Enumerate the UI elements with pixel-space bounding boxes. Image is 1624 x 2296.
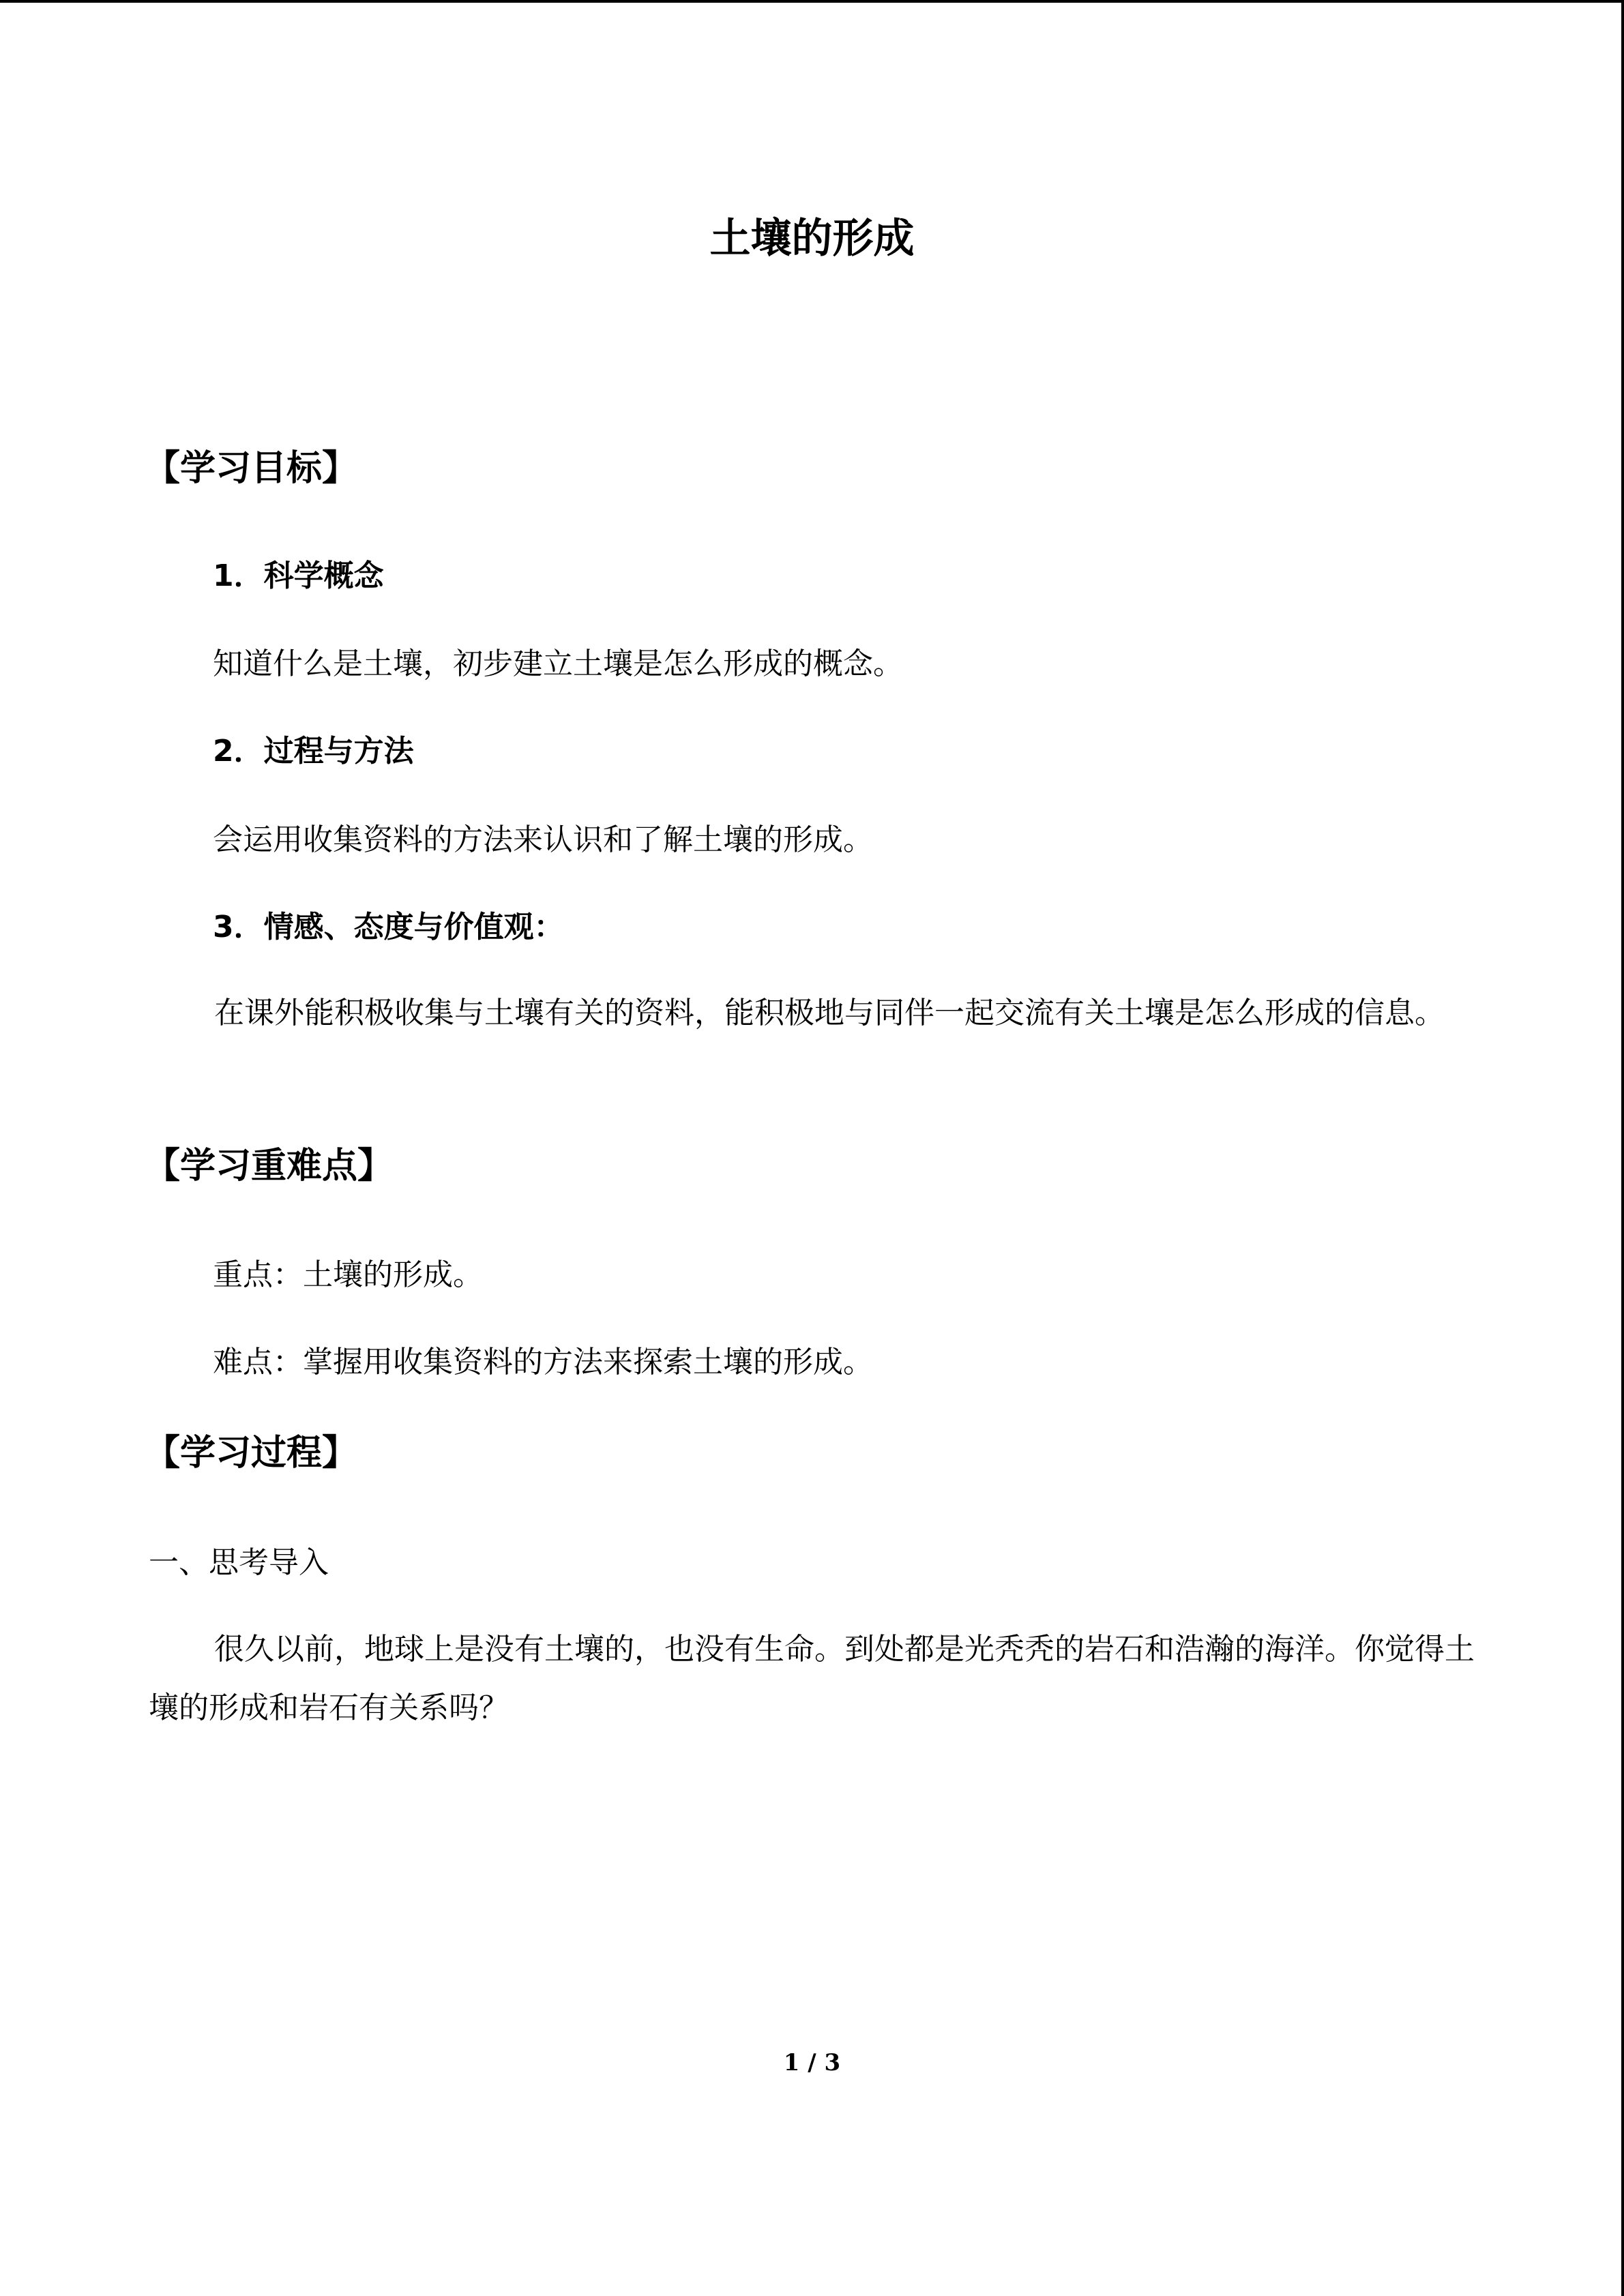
objective-2-label: 2．过程与方法 bbox=[213, 734, 414, 769]
objective-1-label: 1．科学概念 bbox=[213, 558, 384, 593]
process-step-1-text: 很久以前，地球上是没有土壤的，也没有生命。到处都是光秃秃的岩石和浩瀚的海洋。你觉得土壤的形成和岩石有关系吗？ bbox=[149, 1632, 1475, 1725]
process-step-1-title: 一、思考导入 bbox=[149, 1545, 329, 1580]
key-points-heading: 【学习重难点】 bbox=[145, 1146, 394, 1187]
page-border-right bbox=[1621, 0, 1624, 2296]
objectives-heading: 【学习目标】 bbox=[145, 448, 358, 489]
page-number: 1 / 3 bbox=[783, 2049, 841, 2076]
process-heading: 【学习过程】 bbox=[145, 1433, 358, 1474]
objective-2-text: 会运用收集资料的方法来认识和了解土壤的形成。 bbox=[213, 822, 873, 857]
document-title: 土壤的形成 bbox=[709, 215, 915, 263]
objective-3-label: 3．情感、态度与价值观： bbox=[213, 910, 564, 944]
objective-1-text: 知道什么是土壤，初步建立土壤是怎么形成的概念。 bbox=[213, 646, 903, 681]
page-border-top bbox=[0, 0, 1624, 3]
objective-3-text: 在课外能积极收集与土壤有关的资料，能积极地与同伴一起交流有关土壤是怎么形成的信息。 bbox=[214, 996, 1445, 1030]
key-point-focus: 重点：土壤的形成。 bbox=[213, 1257, 483, 1292]
key-point-difficulty: 难点：掌握用收集资料的方法来探索土壤的形成。 bbox=[213, 1345, 873, 1380]
